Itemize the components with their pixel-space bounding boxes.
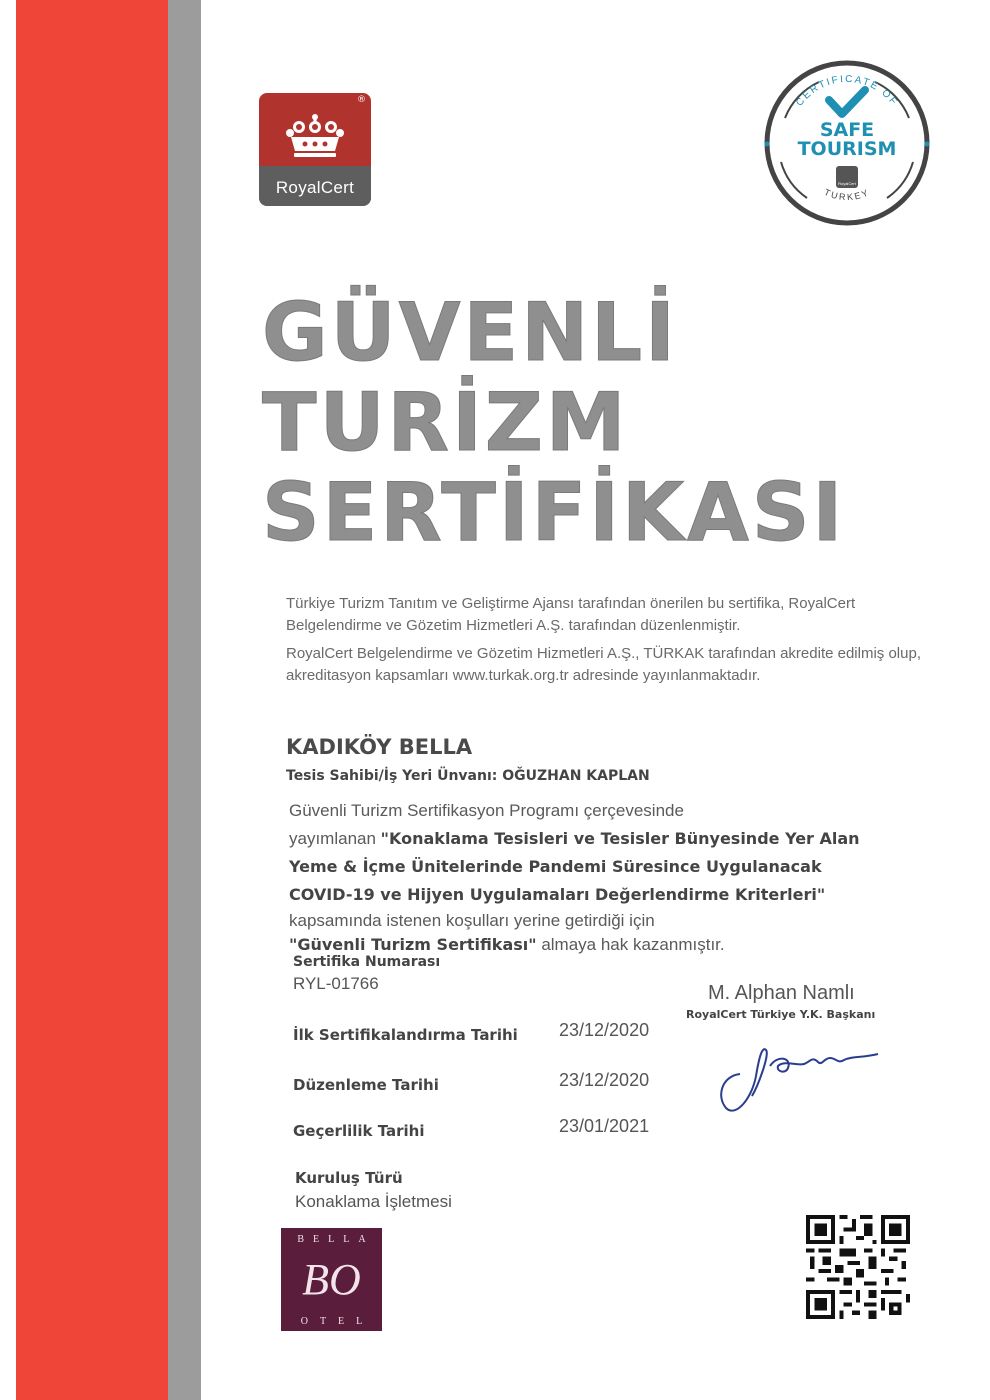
signature-image xyxy=(712,1036,892,1116)
bella-logo-monogram: BO xyxy=(302,1255,361,1304)
date-row-validity xyxy=(293,1116,673,1140)
seal-bottom-arc-text: TURKEY xyxy=(822,186,872,203)
date-value: 23/12/2020 xyxy=(559,1070,650,1090)
seal-top-arc-text: CERTIFICATE OF xyxy=(794,73,900,109)
registered-mark: ® xyxy=(357,95,366,105)
body-line-6-bold: "Güvenli Turizm Sertifikası" xyxy=(289,935,537,954)
certificate-number: RYL-01766 xyxy=(293,974,379,993)
body-line-3 xyxy=(289,853,909,881)
owner-label: Tesis Sahibi/İş Yeri Ünvanı: xyxy=(286,768,498,784)
body-line-2-plain: yayımlanan xyxy=(289,829,381,848)
owner-name: OĞUZHAN KAPLAN xyxy=(502,768,650,784)
date-row-issue xyxy=(293,1070,673,1094)
intro-paragraph-2: RoyalCert Belgelendirme ve Gözetim Hizmetleri A.Ş., TÜRKAK tarafından akredite edilmiş olup, akreditasyon kapsamları www.turkak.org.tr adresinde yayınlanmaktadır. xyxy=(286,645,921,684)
body-line-2-bold: "Konaklama Tesisleri ve Tesisler Bünyesinde Yer Alan xyxy=(380,829,860,848)
safe-tourism-seal xyxy=(759,58,935,228)
red-side-band xyxy=(16,0,168,1400)
certificate-number-label: Sertifika Numarası xyxy=(293,954,441,970)
signatory-name: M. Alphan Namlı xyxy=(708,982,855,1004)
body-line-2 xyxy=(289,825,909,853)
royalcert-logo-text: RoyalCert xyxy=(275,178,355,197)
date-row-first-certification xyxy=(293,1020,673,1044)
certificate-title xyxy=(262,288,862,558)
title-line-3: SERTİFİKASI xyxy=(262,466,846,559)
certificate-body xyxy=(289,797,909,957)
date-value: 23/01/2021 xyxy=(559,1116,650,1136)
title-line-1: GÜVENLİ xyxy=(262,286,678,379)
crown-icon xyxy=(285,111,345,159)
owner-line xyxy=(286,768,650,784)
seal-safe-text: SAFE xyxy=(819,119,875,141)
date-value: 23/12/2020 xyxy=(559,1020,650,1040)
gray-side-band xyxy=(168,0,201,1400)
intro-paragraph-1: Türkiye Turizm Tanıtım ve Geliştirme Ajansı tarafından önerilen bu sertifika, RoyalCert Belgelendirme ve Gözetim Hizmetleri A.Ş. tarafından düzenlenmiştir. xyxy=(286,595,856,634)
signatory-title: RoyalCert Türkiye Y.K. Başkanı xyxy=(686,1008,876,1021)
bella-logo-bottom-text: OTEL xyxy=(300,1316,375,1327)
royalcert-logo xyxy=(259,93,371,206)
seal-tourism-text: TOURISM xyxy=(797,138,897,160)
title-line-2: TURİZM xyxy=(262,376,629,469)
body-line-6-plain: almaya hak kazanmıştır. xyxy=(536,935,725,954)
qr-code-icon xyxy=(806,1215,910,1319)
body-line-4-bold: COVID-19 ve Hijyen Uygulamaları Değerlendirme Kriterleri" xyxy=(289,885,826,904)
organization-type-label: Kuruluş Türü xyxy=(295,1169,403,1187)
checkmark-icon xyxy=(829,90,865,114)
date-label: İlk Sertifikalandırma Tarihi xyxy=(293,1026,518,1044)
date-label: Düzenleme Tarihi xyxy=(293,1076,439,1094)
date-label: Geçerlilik Tarihi xyxy=(293,1122,425,1140)
bella-otel-logo xyxy=(281,1228,382,1331)
bella-logo-top-text: BELLA xyxy=(297,1234,375,1245)
organization-type-value: Konaklama İşletmesi xyxy=(295,1192,452,1211)
body-line-4 xyxy=(289,881,909,909)
seal-brand-text: RoyalCert xyxy=(838,181,856,186)
facility-name: KADIKÖY BELLA xyxy=(286,735,473,759)
body-line-5: kapsamında istenen koşulları yerine getirdiği için xyxy=(289,911,655,930)
svg-text:TURKEY xyxy=(823,187,872,202)
body-line-1: Güvenli Turizm Sertifikasyon Programı çerçevesinde xyxy=(289,801,684,820)
body-line-3-bold: Yeme & İçme Ünitelerinde Pandemi Süresince Uygulanacak xyxy=(289,857,822,876)
